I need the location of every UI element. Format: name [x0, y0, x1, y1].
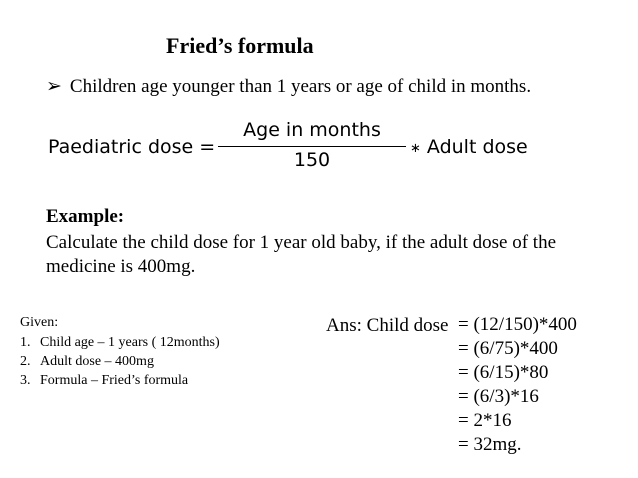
formula-lhs: Paediatric dose = — [48, 136, 216, 158]
answer-step: = (6/3)*16 — [458, 386, 539, 407]
fraction-bar — [218, 146, 406, 147]
example-heading: Example: — [46, 206, 125, 227]
list-item — [20, 333, 220, 352]
list-number: 3. — [20, 373, 31, 388]
given-heading: Given: — [20, 315, 59, 330]
list-number: 2. — [20, 354, 31, 369]
given-list — [20, 333, 220, 390]
list-item — [20, 352, 220, 371]
answer-result: = 32mg. — [458, 434, 522, 455]
list-text: Adult dose – 400mg — [40, 354, 154, 369]
bullet-point — [46, 75, 606, 99]
answer-step: = (6/75)*400 — [458, 338, 558, 359]
list-text: Formula – Fried’s formula — [40, 373, 189, 388]
bullet-text: Children age younger than 1 years or age of child in months. — [69, 76, 532, 97]
answer-label: Ans: Child dose — [326, 315, 449, 336]
formula-rhs — [410, 136, 528, 158]
slide-title: Fried’s formula — [166, 33, 314, 58]
answer-step: = 2*16 — [458, 410, 512, 431]
formula-rhs-text: Adult dose — [426, 136, 528, 158]
arrow-bullet-icon: ➢ — [46, 76, 62, 97]
answer-step: = (6/15)*80 — [458, 362, 549, 383]
formula-denominator: 150 — [293, 149, 331, 171]
formula-numerator: Age in months — [243, 119, 381, 141]
list-item — [20, 371, 220, 390]
list-text: Child age – 1 years ( 12months) — [40, 335, 220, 350]
multiply-operator: ∗ — [410, 141, 421, 156]
example-text: Calculate the child dose for 1 year old baby, if the adult dose of the medicine is 400mg. — [46, 232, 557, 277]
list-number: 1. — [20, 335, 31, 350]
answer-step: = (12/150)*400 — [458, 314, 577, 335]
